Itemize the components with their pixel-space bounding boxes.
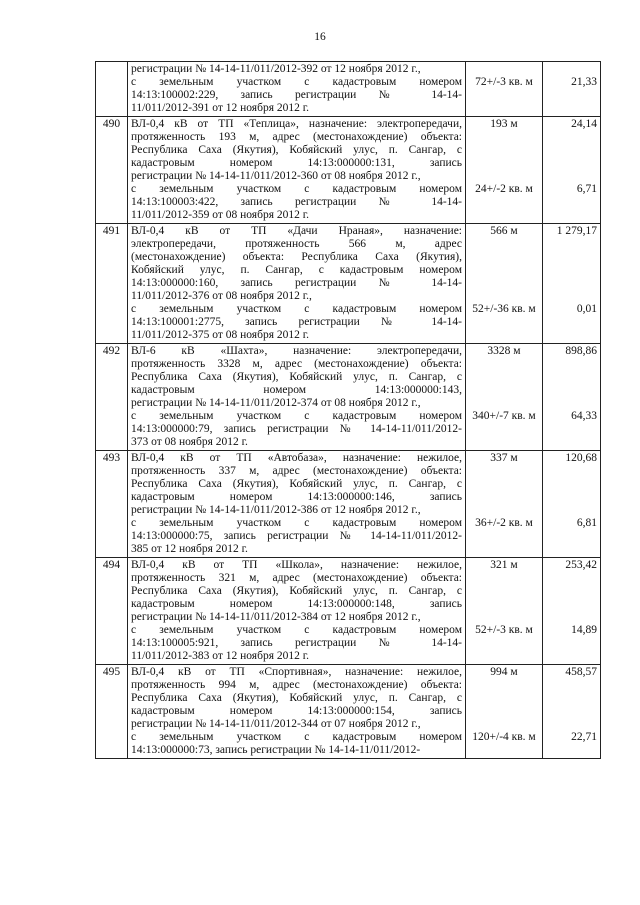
table-row — [96, 62, 601, 117]
row-number: 492 — [96, 344, 128, 451]
table-row — [96, 665, 601, 759]
table-row — [96, 344, 601, 451]
object-length: 3328 м — [487, 345, 521, 357]
object-cost: 120,68 — [565, 452, 597, 464]
row-number: 495 — [96, 665, 128, 759]
land-plot-area: 120+/-4 кв. м — [472, 731, 536, 743]
row-number: 491 — [96, 224, 128, 344]
land-plot-area: 340+/-7 кв. м — [472, 410, 536, 422]
description-line: 11/011/2012-376 от 08 ноября 2012 г., — [131, 290, 312, 302]
description-line: Республика Саха (Якутия), Кобяйский улус, п. Сангар, с — [131, 692, 462, 704]
description-line: ВЛ-0,4 кВ от ТП «Школа», назначение: нежилое, — [131, 559, 462, 571]
object-size — [466, 451, 543, 558]
object-size — [466, 665, 543, 759]
page-number: 16 — [314, 31, 326, 43]
description-line: регистрации № 14-14-11/011/2012-374 от 08 ноября 2012 г., — [131, 397, 421, 409]
description-line: 14:13:100001:2775, запись регистрации № 14-14- — [131, 316, 462, 328]
land-plot-area: 72+/-3 кв. м — [475, 76, 533, 88]
land-plot-cost: 22,71 — [571, 731, 597, 743]
table-row — [96, 117, 601, 224]
object-value — [543, 665, 601, 759]
description-line: протяженность 321 м, адрес (местонахождение) объекта: — [131, 572, 462, 584]
object-description — [128, 665, 466, 759]
object-value — [543, 62, 601, 117]
table-row — [96, 558, 601, 665]
row-number: 494 — [96, 558, 128, 665]
description-line: кадастровым номером 14:13:000000:143, — [131, 384, 462, 396]
description-line: 11/011/2012-391 от 12 ноября 2012 г. — [131, 102, 310, 114]
object-value — [543, 344, 601, 451]
description-line: (местонахождение) объекта: Республика Саха (Якутия), — [131, 251, 462, 263]
description-line: протяженность 337 м, адрес (местонахождение) объекта: — [131, 465, 462, 477]
land-plot-area: 36+/-2 кв. м — [475, 517, 533, 529]
description-line: Республика Саха (Якутия), Кобяйский улус, п. Сангар, с — [131, 371, 462, 383]
object-description — [128, 344, 466, 451]
object-length: 994 м — [490, 666, 518, 678]
description-line: с земельным участком с кадастровым номером — [131, 410, 462, 422]
description-line: 14:13:100003:422, запись регистрации № 14-14- — [131, 196, 462, 208]
object-value — [543, 224, 601, 344]
object-size — [466, 344, 543, 451]
row-number: 493 — [96, 451, 128, 558]
object-description — [128, 62, 466, 117]
description-line: ВЛ-0,4 кВ от ТП «Автобаза», назначение: нежилое, — [131, 452, 462, 464]
object-description — [128, 117, 466, 224]
description-line: с земельным участком с кадастровым номером — [131, 76, 462, 88]
description-line: протяженность 994 м, адрес (местонахождение) объекта: — [131, 679, 462, 691]
object-description — [128, 558, 466, 665]
description-line: 14:13:000000:75, запись регистрации № 14-14-11/011/2012- — [131, 530, 462, 542]
description-line: 373 от 08 ноября 2012 г. — [131, 436, 248, 448]
description-line: регистрации № 14-14-11/011/2012-360 от 08 ноября 2012 г., — [131, 170, 421, 182]
object-value — [543, 451, 601, 558]
land-plot-cost: 14,89 — [571, 624, 597, 636]
description-line: 14:13:000000:160, запись регистрации № 14-14- — [131, 277, 462, 289]
object-cost: 458,57 — [565, 666, 597, 678]
object-description — [128, 224, 466, 344]
description-line: с земельным участком с кадастровым номером — [131, 303, 462, 315]
description-line: 14:13:000000:79, запись регистрации № 14-14-11/011/2012- — [131, 423, 462, 435]
object-size — [466, 117, 543, 224]
object-value — [543, 117, 601, 224]
registry-table — [95, 61, 601, 759]
description-line: с земельным участком с кадастровым номером — [131, 517, 462, 529]
object-cost: 898,86 — [565, 345, 597, 357]
object-length: 193 м — [490, 118, 518, 130]
object-size — [466, 224, 543, 344]
description-line: ВЛ-0,4 кВ от ТП «Теплица», назначение: электропередачи, — [131, 118, 462, 130]
object-length: 566 м — [490, 225, 518, 237]
description-line: ВЛ-6 кВ «Шахта», назначение: электропередачи, — [131, 345, 462, 357]
description-line: кадастровым номером 14:13:000000:146, запись — [131, 491, 462, 503]
description-line: кадастровым номером 14:13:000000:131, запись — [131, 157, 462, 169]
object-value — [543, 558, 601, 665]
description-line: регистрации № 14-14-11/011/2012-384 от 12 ноября 2012 г., — [131, 611, 421, 623]
description-line: протяженность 193 м, адрес (местонахождение) объекта: — [131, 131, 462, 143]
land-plot-area: 52+/-36 кв. м — [472, 303, 536, 315]
description-line: 11/011/2012-383 от 12 ноября 2012 г. — [131, 650, 310, 662]
object-cost: 24,14 — [571, 118, 597, 130]
object-size — [466, 558, 543, 665]
object-size — [466, 62, 543, 117]
table-row — [96, 451, 601, 558]
land-plot-cost: 6,81 — [576, 517, 597, 529]
object-length: 321 м — [490, 559, 518, 571]
description-line: регистрации № 14-14-11/011/2012-392 от 12 ноября 2012 г., — [131, 63, 421, 75]
description-line: кадастровым номером 14:13:000000:148, запись — [131, 598, 462, 610]
description-line: Республика Саха (Якутия), Кобяйский улус, п. Сангар, с — [131, 144, 462, 156]
land-plot-cost: 64,33 — [571, 410, 597, 422]
description-line: ВЛ-0,4 кВ от ТП «Дачи Нраная», назначение: — [131, 225, 462, 237]
description-line: 14:13:000000:73, запись регистрации № 14-14-11/011/2012- — [131, 744, 421, 756]
land-plot-cost: 0,01 — [576, 303, 597, 315]
object-length: 337 м — [490, 452, 518, 464]
table-row — [96, 224, 601, 344]
description-line: кадастровым номером 14:13:000000:154, запись — [131, 705, 462, 717]
description-line: регистрации № 14-14-11/011/2012-386 от 12 ноября 2012 г., — [131, 504, 421, 516]
object-description — [128, 451, 466, 558]
description-line: Республика Саха (Якутия), Кобяйский улус, п. Сангар, с — [131, 585, 462, 597]
description-line: ВЛ-0,4 кВ от ТП «Спортивная», назначение: нежилое, — [131, 666, 462, 678]
row-number: 490 — [96, 117, 128, 224]
description-line: с земельным участком с кадастровым номером — [131, 183, 462, 195]
object-cost: 253,42 — [565, 559, 597, 571]
description-line: Республика Саха (Якутия), Кобяйский улус, п. Сангар, с — [131, 478, 462, 490]
description-line: протяженность 3328 м, адрес (местонахождение) объекта: — [131, 358, 462, 370]
description-line: регистрации № 14-14-11/011/2012-344 от 07 ноября 2012 г., — [131, 718, 421, 730]
description-line: электропередачи, протяженность 566 м, адрес — [131, 238, 462, 250]
registry-body — [96, 62, 601, 759]
description-line: 14:13:100005:921, запись регистрации № 14-14- — [131, 637, 462, 649]
description-line: с земельным участком с кадастровым номером — [131, 624, 462, 636]
description-line: Кобяйский улус, п. Сангар, с кадастровым номером — [131, 264, 462, 276]
object-cost: 1 279,17 — [556, 225, 597, 237]
land-plot-cost: 21,33 — [571, 76, 597, 88]
description-line: 14:13:100002:229, запись регистрации № 14-14- — [131, 89, 462, 101]
land-plot-cost: 6,71 — [576, 183, 597, 195]
row-number — [96, 62, 128, 117]
description-line: 11/011/2012-375 от 08 ноября 2012 г. — [131, 329, 310, 341]
description-line: 385 от 12 ноября 2012 г. — [131, 543, 248, 555]
description-line: 11/011/2012-359 от 08 ноября 2012 г. — [131, 209, 310, 221]
land-plot-area: 24+/-2 кв. м — [475, 183, 533, 195]
description-line: с земельным участком с кадастровым номером — [131, 731, 462, 743]
land-plot-area: 52+/-3 кв. м — [475, 624, 533, 636]
